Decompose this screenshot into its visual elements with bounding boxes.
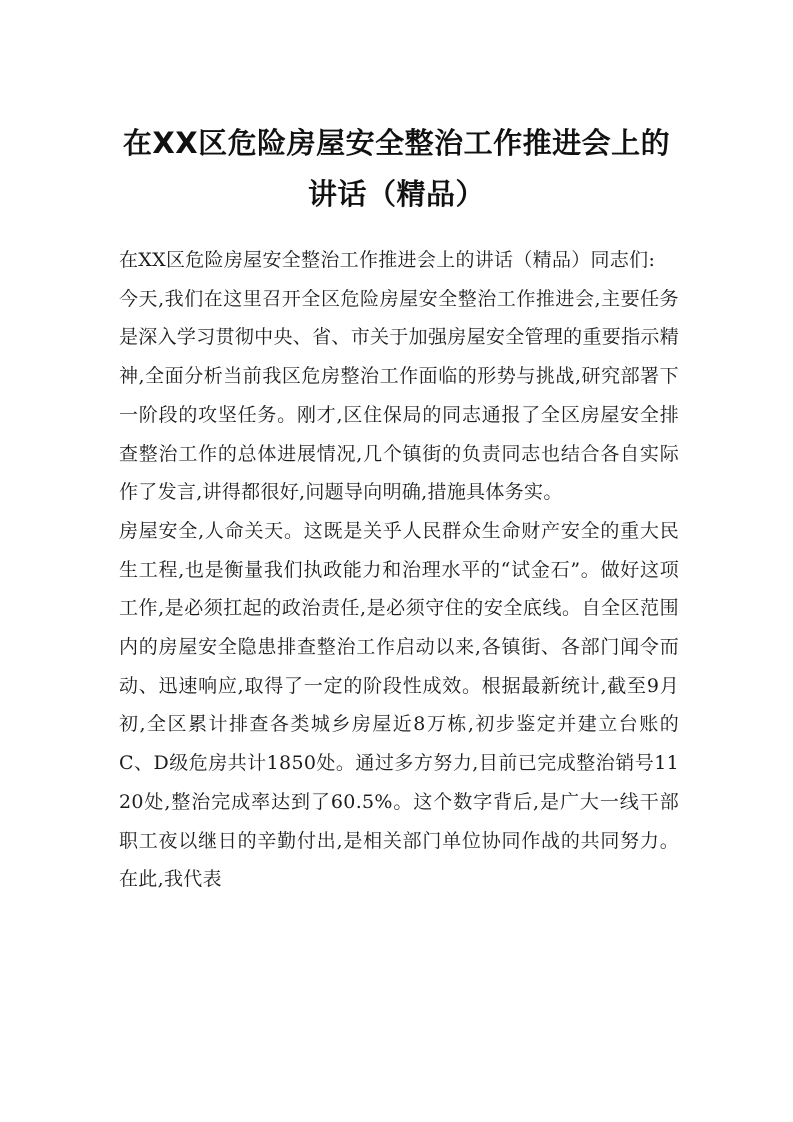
paragraph-housing-safety: 房屋安全,人命关天。这既是关乎人民群众生命财产安全的重大民生工程,也是衡量我们执政能力和治理水平的“试金石”。做好这项工作,是必须扛起的政治责任,是必须守住的安全底线。自全区范围内的房屋安全隐患排查整治工作启动以来,各镇街、各部门闻令而动、迅速响应,取得了一定的阶段性成效。根据最新统计,截至9月初,全区累计排查各类城乡房屋近8万栋,初步鉴定并建立台账的C、D级危房共计1850处。通过多方努力,目前已完成整治销号1120处,整治完成率达到了60.5%。这个数字背后,是广大一线干部职工夜以继日的辛勤付出,是相关部门单位协同作战的共同努力。在此,我代表: [119, 519, 679, 891]
document-title: [100, 118, 693, 220]
document-body: [119, 241, 679, 899]
paragraph-salutation: 在XX区危险房屋安全整治工作推进会上的讲话（精品）同志们:: [119, 249, 656, 271]
title-line-1: 在XX区危险房屋安全整治工作推进会上的: [122, 126, 671, 160]
paragraph-opening: 今天,我们在这里召开全区危险房屋安全整治工作推进会,主要任务是深入学习贯彻中央、省、市关于加强房屋安全管理的重要指示精神,全面分析当前我区危房整治工作面临的形势与挑战,研究部署下一阶段的攻坚任务。刚才,区住保局的同志通报了全区房屋安全排查整治工作的总体进展情况,几个镇街的负责同志也结合各自实际作了发言,讲得都很好,问题导向明确,措施具体务实。: [119, 287, 679, 504]
title-line-2: 讲话（精品）: [307, 177, 485, 211]
